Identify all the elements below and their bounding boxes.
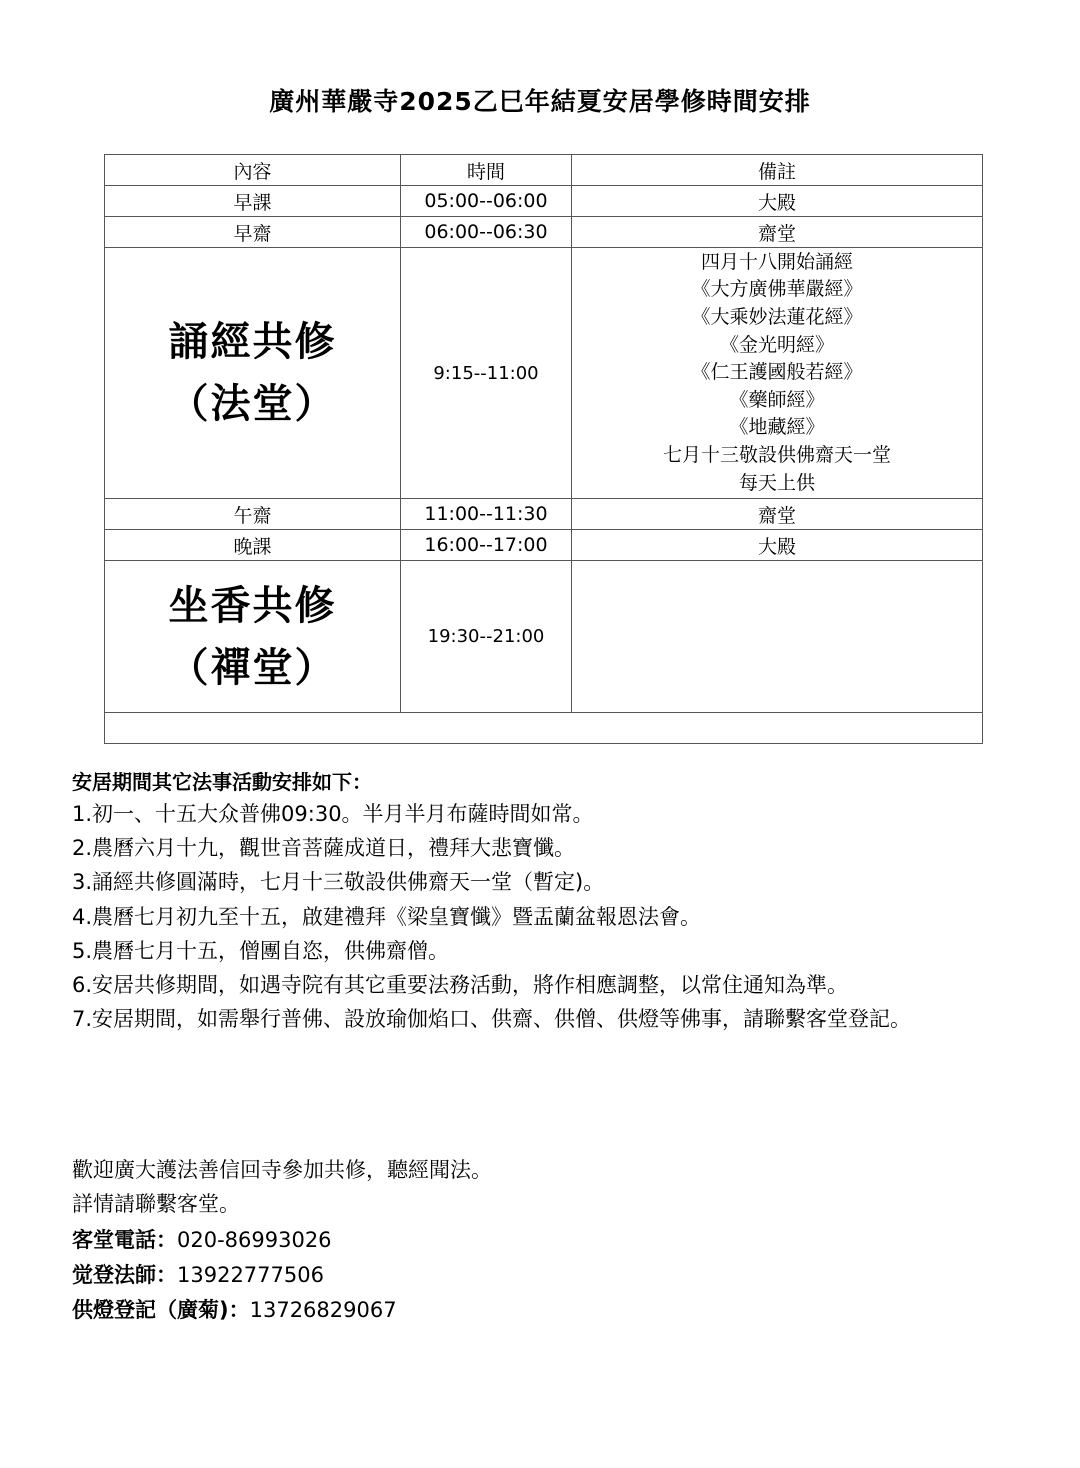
empty-cell — [105, 713, 983, 744]
row-time: 9:15--11:00 — [401, 248, 572, 499]
schedule-table — [104, 154, 983, 744]
list-item: 7.安居期間，如需舉行普佛、設放瑜伽焰口、供齋、供僧、供燈等佛事，請聯繫客堂登記。 — [72, 1007, 912, 1032]
content-line-1: 坐香共修 — [168, 582, 337, 629]
contact-label: 客堂電話： — [72, 1228, 177, 1252]
contact-value: 13726829067 — [249, 1298, 397, 1322]
page-title: 廣州華嚴寺2025乙巳年結夏安居學修時間安排 — [269, 87, 811, 116]
contact-row — [72, 1223, 972, 1258]
row-content: 早課 — [105, 186, 401, 217]
row-content: 晚課 — [105, 530, 401, 561]
content-line-1: 誦經共修 — [168, 319, 337, 365]
contact-label: 供燈登記（廣菊)： — [72, 1298, 250, 1322]
row-notes: 大殿 — [572, 186, 983, 217]
contact-row — [72, 1293, 972, 1328]
note-line: 《大乘妙法蓮花經》 — [691, 306, 863, 329]
welcome-block — [72, 1153, 972, 1221]
contact-value: 020-86993026 — [177, 1228, 332, 1252]
list-item: 4.農曆七月初九至十五，啟建禮拜《梁皇寶懺》暨盂蘭盆報恩法會。 — [72, 904, 702, 929]
table-row — [105, 186, 983, 217]
row-content — [105, 248, 401, 499]
contact-label: 觉登法師： — [72, 1263, 177, 1287]
content-line-2: （禪堂） — [168, 644, 337, 691]
table-row — [105, 530, 983, 561]
header-time: 時間 — [401, 155, 572, 186]
contact-row — [72, 1258, 972, 1293]
row-time: 19:30--21:00 — [401, 561, 572, 713]
header-notes: 備註 — [572, 155, 983, 186]
note-line: 四月十八開始誦經 — [700, 250, 853, 273]
table-empty-row — [105, 713, 983, 744]
row-time: 05:00--06:00 — [401, 186, 572, 217]
table-row — [105, 217, 983, 248]
activities-list — [72, 797, 972, 1036]
header-content: 內容 — [105, 155, 401, 186]
note-line: 《藥師經》 — [729, 388, 825, 411]
note-line: 七月十三敬設供佛齋天一堂 — [662, 443, 891, 466]
welcome-line: 歡迎廣大護法善信回寺參加共修，聽經聞法。 — [72, 1158, 492, 1182]
list-item: 1.初一、十五大众普佛09:30。半月半月布薩時間如常。 — [72, 802, 594, 826]
table-header-row — [105, 155, 983, 186]
note-line: 《地藏經》 — [729, 416, 825, 439]
table-row-meditation — [105, 561, 983, 713]
row-content: 午齋 — [105, 499, 401, 530]
note-line: 《金光明經》 — [719, 333, 834, 356]
list-item: 6.安居共修期間，如遇寺院有其它重要法務活動，將作相應調整，以常住通知為準。 — [72, 973, 849, 998]
row-notes: 齋堂 — [572, 217, 983, 248]
note-line: 《大方廣佛華嚴經》 — [691, 278, 863, 301]
content-line-2: （法堂） — [168, 381, 337, 427]
row-content — [105, 561, 401, 713]
welcome-line: 詳情請聯繫客堂。 — [72, 1192, 240, 1216]
row-time: 16:00--17:00 — [401, 530, 572, 561]
list-item: 2.農曆六月十九，觀世音菩薩成道日，禮拜大悲寶懺。 — [72, 836, 576, 861]
row-notes: 大殿 — [572, 530, 983, 561]
table-row — [105, 499, 983, 530]
row-notes — [572, 248, 983, 499]
row-time: 11:00--11:30 — [401, 499, 572, 530]
table-row-chanting — [105, 248, 983, 499]
row-time: 06:00--06:30 — [401, 217, 572, 248]
note-line: 每天上供 — [738, 471, 815, 494]
row-notes: 齋堂 — [572, 499, 983, 530]
contact-value: 13922777506 — [177, 1263, 324, 1287]
note-line: 《仁王護國般若經》 — [691, 361, 863, 384]
contacts-block — [72, 1223, 972, 1328]
row-content: 早齋 — [105, 217, 401, 248]
activities-heading: 安居期間其它法事活動安排如下： — [72, 770, 372, 794]
list-item: 5.農曆七月十五，僧團自恣，供佛齋僧。 — [72, 938, 450, 963]
list-item: 3.誦經共修圓滿時，七月十三敬設供佛齋天一堂（暫定)。 — [72, 870, 605, 895]
row-notes — [572, 561, 983, 713]
